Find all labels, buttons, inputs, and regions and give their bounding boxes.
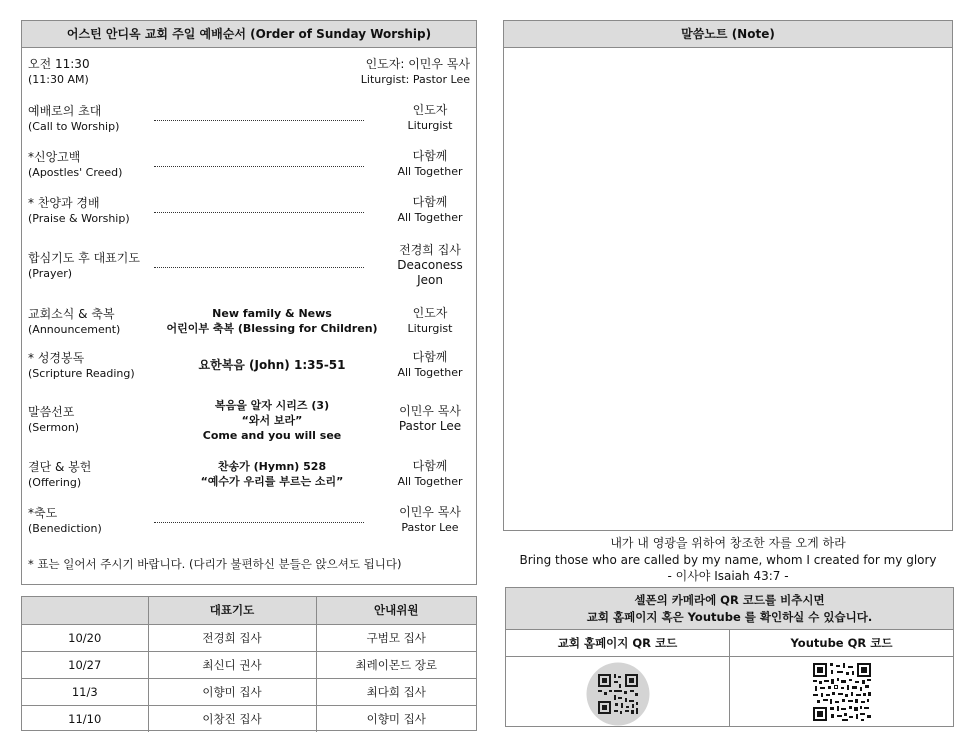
leader-ko: 인도자: 이민우 목사 <box>365 57 470 71</box>
notes-title: 말씀노트 (Note) <box>504 21 952 48</box>
qr-instruction-line1: 셀폰의 카메라에 QR 코드를 비추시면 <box>634 593 825 607</box>
order-of-worship: 어스틴 안디옥 교회 주일 예배순서 (Order of Sunday Worship) 오전 11:30 (11:30 AM) 인도자: 이민우 목사 Liturgist: Pastor Lee 예배로의 초대 (Call to Worship) 인도자 Liturgist *신앙고백 (Apostles' Creed) 다함께 All Together * 찬양과 경배 (Praise & Worship) 다함께 All Together 합심기도 후 대표기도 (Prayer) 전경희 집사 Deaconess Jeon 교회소식 & 축복 (Announcement) New family & News 어린이부 축복 (Blessing for Children) 인도자 Liturgist * 성경봉독 (Scripture Reading) 요한복음 (John) 1:35-51 다함께 All Together 말씀선포 (Sermon) 복음을 알자 시리즈 (3) “와서 보라” Come and you will see 이민우 목사 Pastor Lee 결단 & 봉헌 (Offering) 찬송가 (Hymn) 528 “예수가 우리를 부르는 소리” 다함께 All Together *축도 (Benediction) 이민우 목사 Pastor Lee * 표는 일어서 주시기 바랍니다. (다리가 불편하신 분들은 앉으셔도 됩니다) <box>21 20 477 585</box>
homepage-qr-code-icon[interactable] <box>586 662 650 726</box>
homepage-qr-label: 교회 홈페이지 QR 코드 <box>506 630 729 657</box>
table-row: 11/3 이향미 집사 최다희 집사 <box>22 678 476 705</box>
table-row: 10/20 전경희 집사 구범모 집사 <box>22 624 476 651</box>
table-row: 11/10 이창진 집사 이향미 집사 <box>22 705 476 732</box>
verse-english: Bring those who are called by my name, whom I created for my glory <box>519 553 937 567</box>
verse-korean: 내가 내 영광을 위하여 창조한 자를 오게 하라 <box>610 536 846 550</box>
homepage-qr-column <box>506 630 730 727</box>
qr-instruction-line2: 교회 홈페이지 혹은 Youtube 를 확인하실 수 있습니다. <box>586 610 873 624</box>
leader-dots <box>154 212 364 213</box>
sermon-notes-box <box>503 20 953 531</box>
leader-dots <box>154 166 364 167</box>
youtube-qr-label: Youtube QR 코드 <box>730 630 953 657</box>
table-row: 10/27 최신디 권사 최레이몬드 장로 <box>22 651 476 678</box>
leader-dots <box>154 120 364 121</box>
usher-column-header: 안내위원 <box>316 597 476 624</box>
time-en: (11:30 AM) <box>28 73 89 86</box>
prayer-column-header: 대표기도 <box>148 597 316 624</box>
leader-en: Liturgist: Pastor Lee <box>360 73 470 86</box>
standing-note: * 표는 일어서 주시기 바랍니다. (다리가 불편하신 분들은 앉으셔도 됩니다) <box>28 557 402 571</box>
order-title: 어스틴 안디옥 교회 주일 예배순서 (Order of Sunday Worship) <box>22 21 476 48</box>
youtube-qr-column <box>730 630 953 727</box>
verse-reference: - 이사야 Isaiah 43:7 - <box>667 569 789 583</box>
youtube-qr-code-icon[interactable] <box>813 663 871 721</box>
table-header-row <box>22 597 476 624</box>
qr-code-section <box>505 587 954 727</box>
leader-dots <box>154 267 364 268</box>
time-ko: 오전 11:30 <box>28 57 90 71</box>
leader-dots <box>154 522 364 523</box>
service-schedule-table <box>21 596 477 731</box>
